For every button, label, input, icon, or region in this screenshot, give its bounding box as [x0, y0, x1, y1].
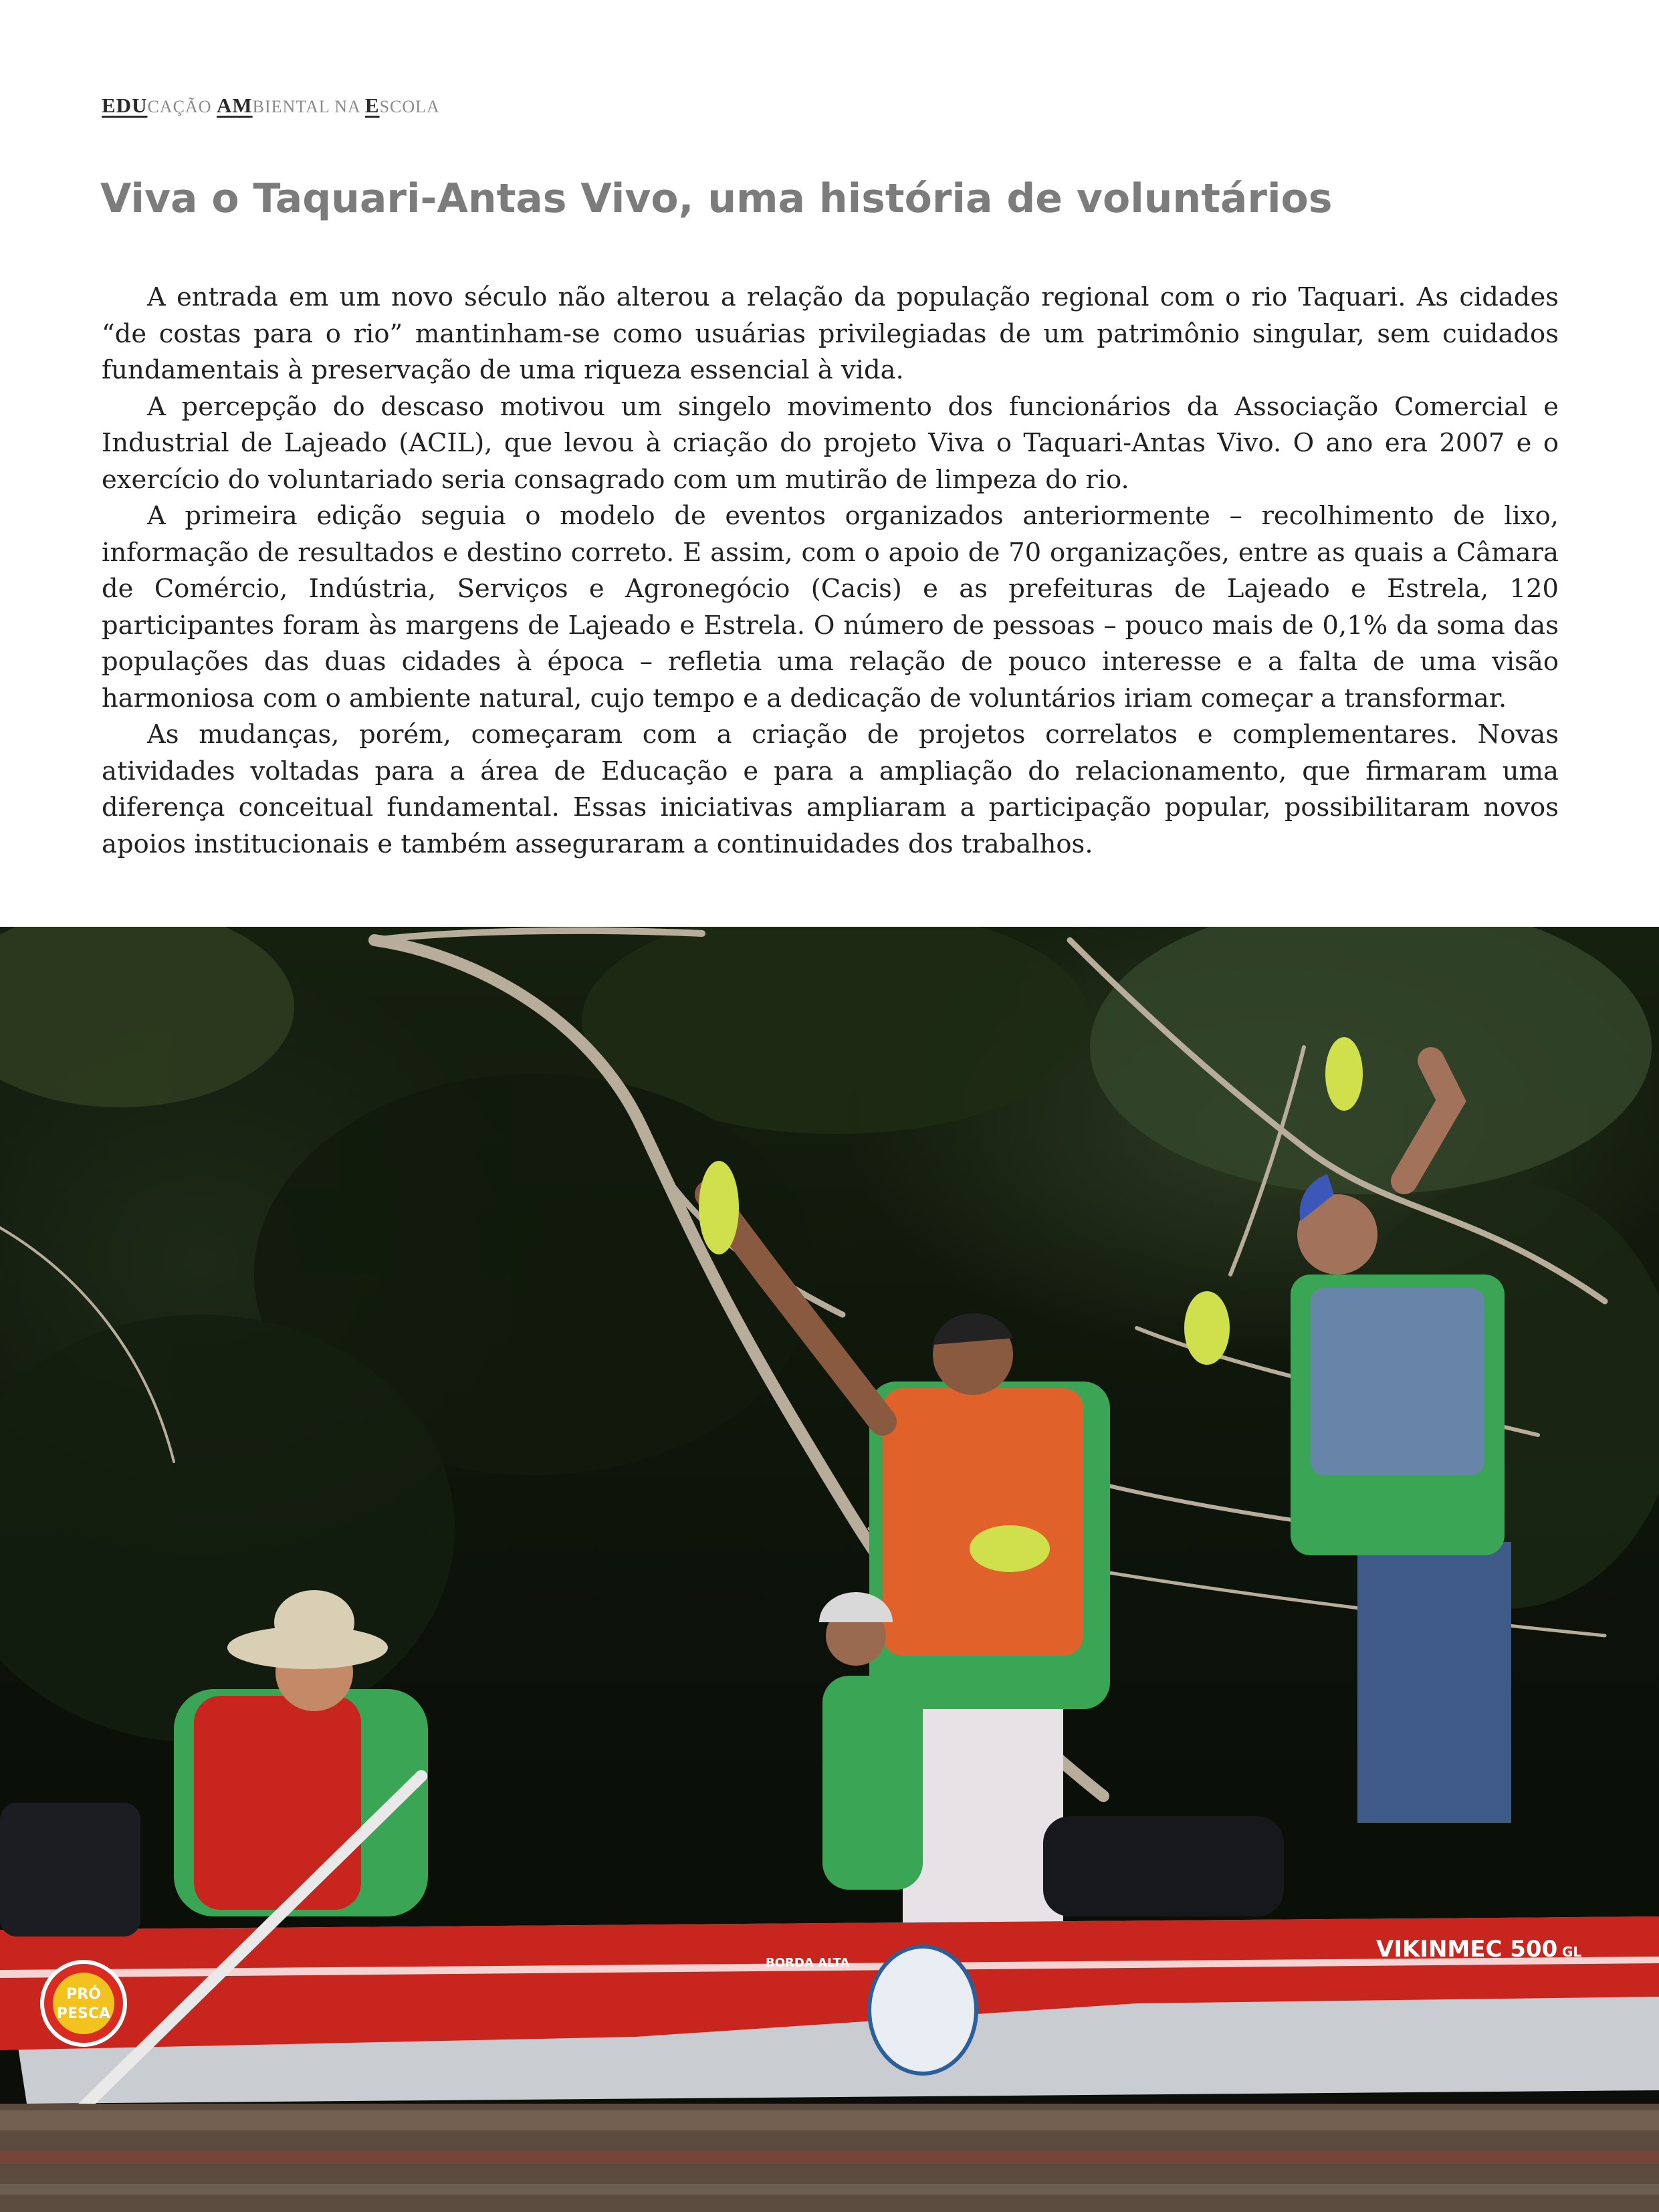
header-edu: EDU	[102, 94, 148, 117]
running-header	[102, 94, 440, 118]
boat-registration: 462M2009001393	[207, 2023, 409, 2047]
river-water	[0, 2104, 1659, 2212]
paragraph-1: A entrada em um novo século não alterou a relação da população regional com o rio Taquari. As cidades “de costas para o rio” mantinham-se como usuárias privilegiadas de um patrimônio singular, sem cuidados fundamentais à preservação de uma riqueza essencial à vida.	[102, 282, 1559, 385]
boat-model: VIKINMEC 500	[1376, 1936, 1558, 1963]
header-am-rest: BIENTAL NA	[252, 97, 365, 116]
paragraph-2: A percepção do descaso motivou um singelo movimento dos funcionários da Associação Comercial e Industrial de Lajeado (ACIL), que levou à criação do projeto Viva o Taquari-Antas Vivo. O ano era 2007 e o exercício do voluntariado seria consagrado com um mutirão de limpeza do rio.	[102, 391, 1559, 495]
sticker-line1: PRÓ	[66, 1986, 101, 2003]
sticker-line2: PESCA	[56, 2005, 111, 2022]
header-e-rest: SCOLA	[379, 97, 440, 116]
paragraph-3: A primeira edição seguia o modelo de eventos organizados anteriormente – recolhimento de lixo, informação de resultados e destino correto. E assim, com o apoio de 70 organizações, entre as quais a Câmara de Comércio, Indústria, Serviços e Agronegócio (Cacis) e as prefeituras de Lajeado e Estrela, 120 participantes foram às margens de Lajeado e Estrela. O número de pessoas – pouco mais de 0,1% da soma das populações das duas cidades à época – refletia uma relação de pouco interesse e a falta de uma visão harmoniosa com o ambiente natural, cujo tempo e a dedicação de voluntários iriam começar a transformar.	[102, 501, 1559, 713]
article-body	[102, 280, 1559, 863]
header-edu-rest: CAÇÃO	[147, 97, 217, 116]
header-am: AM	[216, 94, 253, 117]
boat-brand-text: BORDA ALTA	[766, 1956, 850, 1970]
article-title: Viva o Taquari-Antas Vivo, uma história de voluntários	[100, 175, 1333, 222]
header-e: E	[364, 94, 380, 117]
paragraph-4: As mudanças, porém, começaram com a criação de projetos correlatos e complementares. Novas atividades voltadas para a área de Educação e para a ampliação do relacionamento, que firmaram uma diferença conceitual fundamental. Essas iniciativas ampliaram a participação popular, possibilitaram novos apoios institucionais e também asseguraram a continuidades dos trabalhos.	[102, 720, 1559, 859]
volunteers-boat-photo	[0, 927, 1659, 2212]
photo-illustration	[0, 927, 1659, 2212]
boat-model-suffix: GL	[1562, 1944, 1582, 1960]
